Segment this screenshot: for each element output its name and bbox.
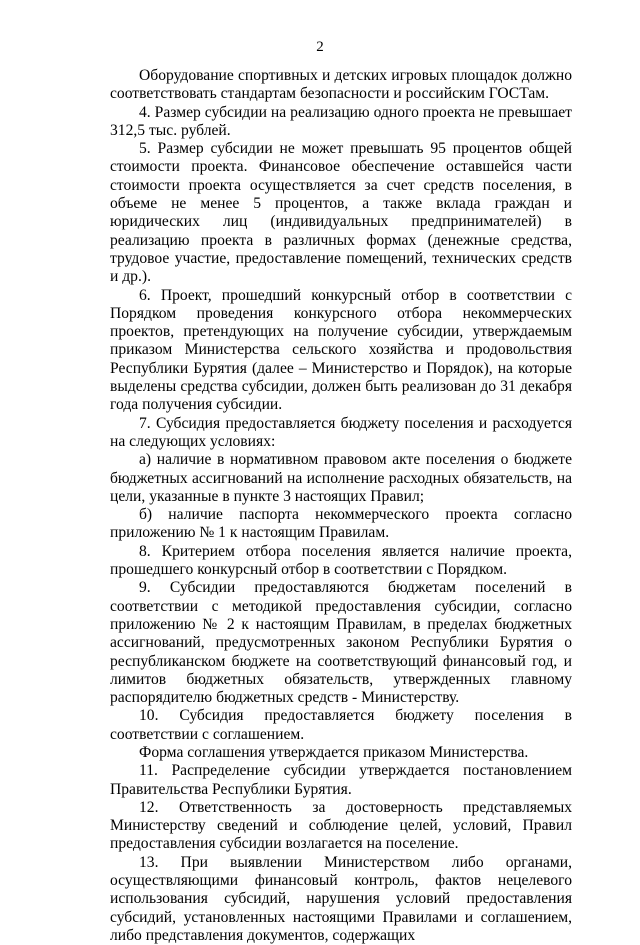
paragraph-10-agreement: 10. Субсидия предоставляется бюджету поселения в соответствии с соглашением. [110,707,572,743]
paragraph-7-conditions: 7. Субсидия предоставляется бюджету поселения и расходуется на следующих условиях: [110,414,572,450]
paragraph-7b: б) наличие паспорта некоммерческого проекта согласно приложению № 1 к настоящим Правилам. [110,506,572,542]
paragraph-5-subsidy-share: 5. Размер субсидии не может превышать 95 процентов общей стоимости проекта. Финансовое обеспечение оставшейся части стоимости проекта осуществляется за счет средств поселения, в объеме не менее 5 процентов, а также вклада граждан и юридических лиц (индивидуальных предпринимателей) в реализацию проекта в различных формах (денежные средства, трудовое участие, предоставление помещений, технических средств и др.). [110,140,572,286]
paragraph-11-allocation: 11. Распределение субсидии утверждается постановлением Правительства Республики Бурятия. [110,762,572,798]
document-body [110,67,572,945]
paragraph-13-violations: 13. При выявлении Министерством либо органами, осуществляющими финансовый контроль, фактов нецелевого использования субсидий, нарушения условий предоставления субсидий, установленных настоящими Правилами и соглашением, либо представления документов, содержащих [110,853,572,944]
paragraph-12-responsibility: 12. Ответственность за достоверность представляемых Министерству сведений и соблюдение целей, условий, Правил предоставления субсидии возлагается на поселение. [110,798,572,853]
paragraph-8-criterion: 8. Критерием отбора поселения является наличие проекта, прошедшего конкурсный отбор в соответствии с Порядком. [110,542,572,579]
paragraph-agreement-form: Форма соглашения утверждается приказом Министерства. [139,743,529,761]
page-number: 2 [316,39,324,55]
paragraph-7a: а) наличие в нормативном правовом акте поселения о бюджете бюджетных ассигнований на исполнение расходных обязательств, на цели, указанные в пункте 3 настоящих Правил; [110,451,572,505]
paragraph-6-project-selection: 6. Проект, прошедший конкурсный отбор в соответствии с Порядком проведения конкурсного отбора некоммерческих проектов, претендующих на получение субсидии, утверждаемым приказом Министерства сельского хозяйства и продовольствия Республики Бурятия (далее – Министерство и Порядок), на которые выделены средства субсидии, должен быть реализован до 31 декабря года получения субсидии. [110,286,572,414]
paragraph-equipment-standards: Оборудование спортивных и детских игровых площадок должно соответствовать стандартам безопасности и российским ГОСТам. [110,67,572,103]
paragraph-4-subsidy-limit: 4. Размер субсидии на реализацию одного проекта не превышает 312,5 тыс. рублей. [110,103,572,139]
paragraph-9-distribution: 9. Субсидии предоставляются бюджетам поселений в соответствии с методикой предоставления субсидии, согласно приложению № 2 к настоящим Правилам, в пределах бюджетных ассигнований, предусмотренных законом Республики Бурятия о республиканском бюджете на соответствующий финансовый год, и лимитов бюджетных обязательств, утвержденных главному распорядителю бюджетных средств - Министерству. [110,579,572,707]
